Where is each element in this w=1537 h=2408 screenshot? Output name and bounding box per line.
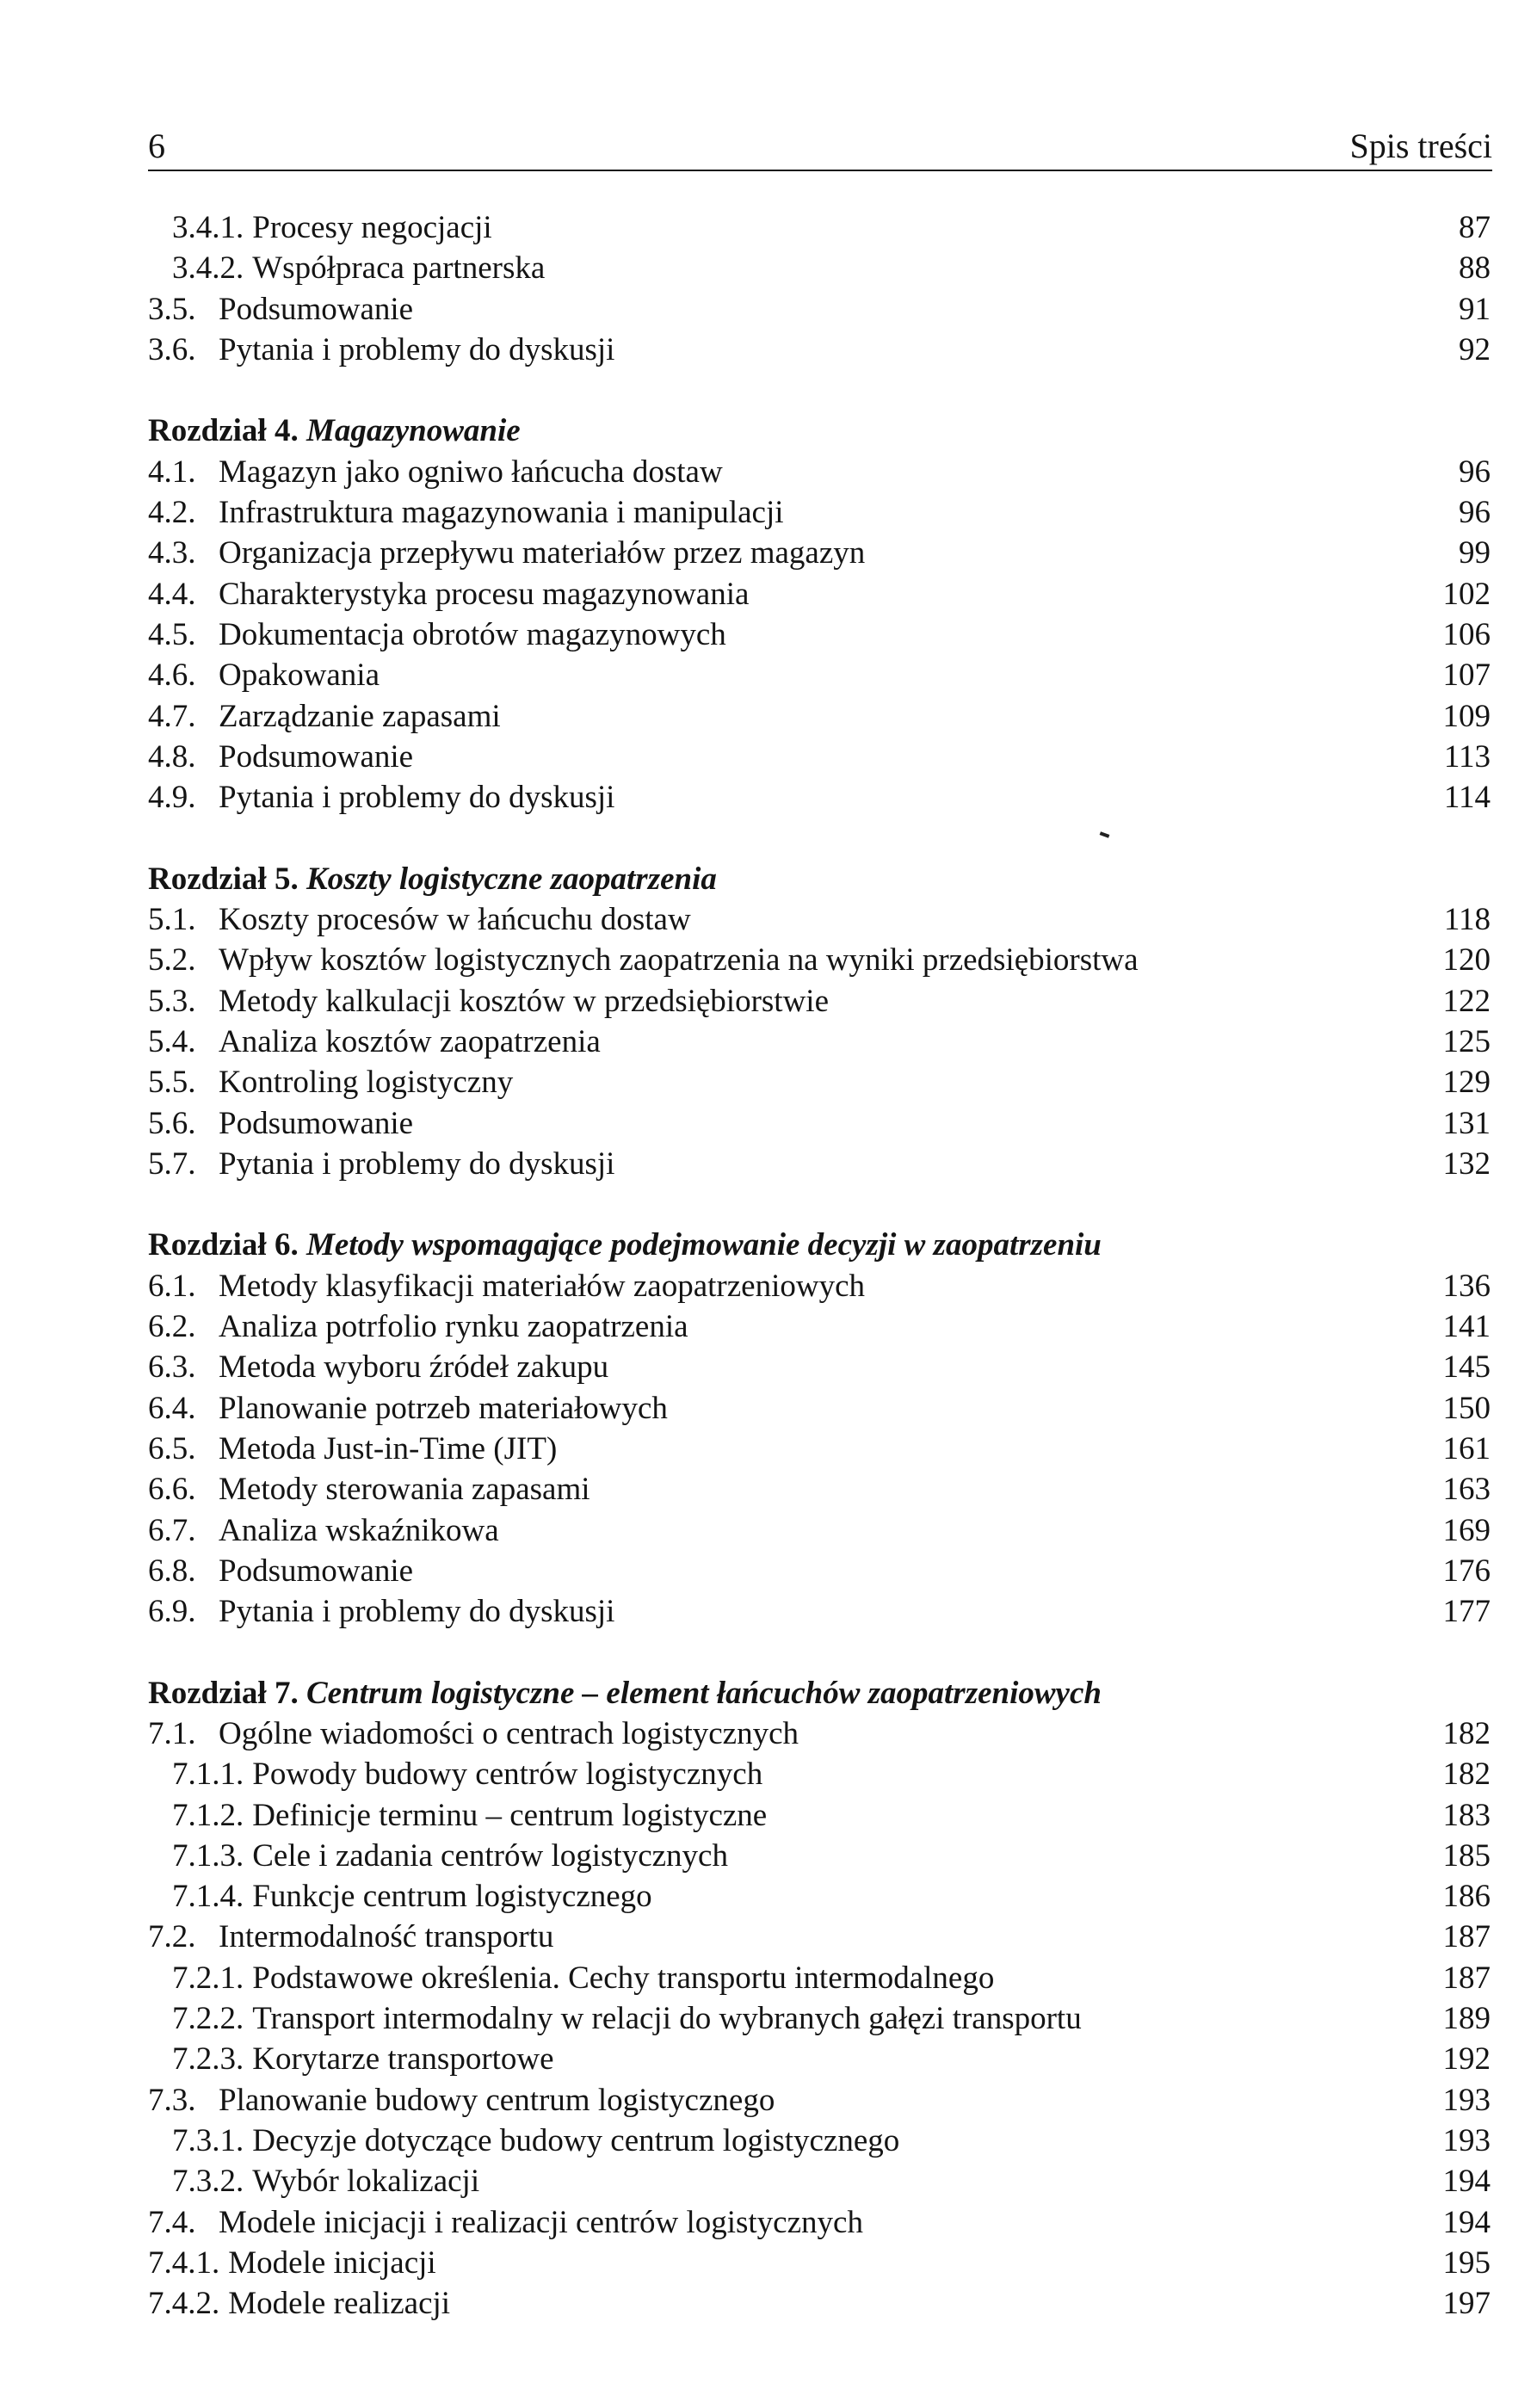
toc-entry-number: 5.3. bbox=[148, 983, 196, 1019]
toc-entry-page: 193 bbox=[1442, 2122, 1491, 2158]
toc-entry-label bbox=[148, 1144, 614, 1184]
toc-entry bbox=[148, 899, 1491, 940]
chapter-label bbox=[148, 859, 717, 899]
toc-entry-label bbox=[148, 2243, 436, 2283]
toc-entry-title: Charakterystyka procesu magazynowania bbox=[219, 576, 750, 612]
toc-entry bbox=[148, 1551, 1491, 1591]
toc-entry-title: Organizacja przepływu materiałów przez magazyn bbox=[219, 535, 866, 571]
toc-entry bbox=[148, 1795, 1491, 1836]
toc-entry bbox=[148, 1754, 1491, 1794]
toc-entry bbox=[148, 2121, 1491, 2161]
chapter-label bbox=[148, 1673, 1102, 1713]
header-rule bbox=[148, 170, 1492, 171]
toc-entry-number: 4.8. bbox=[148, 738, 196, 775]
toc-entry-page: 169 bbox=[1442, 1512, 1491, 1548]
toc-entry bbox=[148, 248, 1491, 288]
toc-entry-page: 113 bbox=[1443, 738, 1491, 775]
toc-entry bbox=[148, 696, 1491, 737]
toc-entry-title: Pytania i problemy do dyskusji bbox=[219, 780, 615, 816]
toc-entry-label bbox=[148, 1917, 553, 1957]
toc-entry-number: 4.3. bbox=[148, 535, 196, 571]
toc-entry-page: 194 bbox=[1442, 2204, 1491, 2240]
toc-entry bbox=[148, 330, 1491, 370]
toc-entry-page: 99 bbox=[1459, 535, 1491, 571]
toc-entry bbox=[148, 1998, 1491, 2039]
toc-entry-title: Podsumowanie bbox=[219, 1105, 414, 1141]
toc-entry-page: 195 bbox=[1442, 2244, 1491, 2281]
toc-entry-label bbox=[148, 1347, 608, 1387]
toc-entry-title: Cele i zadania centrów logistycznych bbox=[252, 1837, 728, 1874]
toc-entry-page: 183 bbox=[1442, 1797, 1491, 1833]
chapter-title: Centrum logistyczne – element łańcuchów zaopatrzeniowych bbox=[306, 1675, 1102, 1711]
toc-entry-title: Pytania i problemy do dyskusji bbox=[219, 1594, 615, 1630]
toc-entry-label bbox=[148, 574, 749, 614]
toc-entry-number: 7.1.2. bbox=[172, 1797, 244, 1833]
toc-entry-label bbox=[148, 452, 723, 492]
toc-entry-number: 4.7. bbox=[148, 698, 196, 734]
toc-entry-title: Podsumowanie bbox=[219, 1553, 414, 1589]
toc-entry-label bbox=[148, 737, 413, 777]
toc-entry-number: 7.3.1. bbox=[172, 2122, 244, 2158]
toc-entry bbox=[148, 1306, 1491, 1347]
toc-entry bbox=[148, 2243, 1491, 2283]
chapter-prefix: Rozdział 5. bbox=[148, 861, 299, 897]
toc-entry-number: 3.6. bbox=[148, 331, 196, 367]
toc-entry-title: Infrastruktura magazynowania i manipulacji bbox=[219, 495, 784, 531]
toc-entry-title: Dokumentacja obrotów magazynowych bbox=[219, 616, 726, 652]
toc-entry bbox=[148, 1388, 1491, 1429]
toc-entry-page: 141 bbox=[1442, 1309, 1491, 1345]
toc-entry-page: 194 bbox=[1442, 2164, 1491, 2200]
toc-entry-label bbox=[148, 289, 413, 330]
toc-entry-title: Zarządzanie zapasami bbox=[219, 698, 501, 734]
toc-entry-page: 136 bbox=[1442, 1268, 1491, 1304]
toc-entry-label bbox=[148, 1469, 590, 1510]
toc-entry-page: 145 bbox=[1442, 1349, 1491, 1386]
toc-entry bbox=[148, 492, 1491, 533]
toc-entry-number: 7.4.1. bbox=[148, 2244, 220, 2281]
toc-entry-title: Wpływ kosztów logistycznych zaopatrzenia na wyniki przedsiębiorstwa bbox=[219, 942, 1139, 979]
toc-entry-label bbox=[148, 1510, 499, 1551]
toc-entry bbox=[148, 1144, 1491, 1184]
toc-entry-page: 186 bbox=[1442, 1879, 1491, 1915]
toc-entry-page: 129 bbox=[1442, 1065, 1491, 1101]
toc-entry bbox=[148, 1958, 1491, 1998]
toc-entry-number: 4.5. bbox=[148, 616, 196, 652]
toc-entry-title: Planowanie budowy centrum logistycznego bbox=[219, 2082, 775, 2118]
toc-entry-title: Metody klasyfikacji materiałów zaopatrzeniowych bbox=[219, 1268, 866, 1304]
toc-entry-page: 91 bbox=[1459, 291, 1491, 327]
toc-entry-number: 6.7. bbox=[148, 1512, 196, 1548]
toc-entry-title: Podsumowanie bbox=[219, 291, 414, 327]
toc-entry-page: 122 bbox=[1442, 983, 1491, 1019]
toc-entry-number: 7.1.1. bbox=[172, 1757, 244, 1793]
toc-entry-page: 150 bbox=[1442, 1390, 1491, 1426]
toc-entry-page: 177 bbox=[1442, 1594, 1491, 1630]
toc-entry-number: 5.5. bbox=[148, 1065, 196, 1101]
toc-entry bbox=[148, 1347, 1491, 1387]
toc-entry-page: 187 bbox=[1442, 1960, 1491, 1996]
toc-entry-page: 102 bbox=[1442, 576, 1491, 612]
toc-entry bbox=[148, 1591, 1491, 1632]
toc-entry-title: Modele inicjacji bbox=[228, 2244, 436, 2281]
toc-entry-page: 182 bbox=[1442, 1757, 1491, 1793]
toc-entry-label bbox=[148, 1713, 799, 1754]
toc-entry-number: 6.1. bbox=[148, 1268, 196, 1304]
chapter-prefix: Rozdział 6. bbox=[148, 1227, 299, 1263]
toc-entry-label bbox=[148, 1062, 513, 1102]
toc-entry-page: 161 bbox=[1442, 1430, 1491, 1466]
toc-entry-number: 6.5. bbox=[148, 1430, 196, 1466]
toc-entry bbox=[148, 2283, 1491, 2324]
toc-entry-title: Modele realizacji bbox=[228, 2286, 451, 2322]
toc-entry-title: Planowanie potrzeb materiałowych bbox=[219, 1390, 668, 1426]
toc-entry-title: Kontroling logistyczny bbox=[219, 1065, 514, 1101]
toc-entry bbox=[148, 1469, 1491, 1510]
toc-entry-number: 6.6. bbox=[148, 1472, 196, 1508]
toc-entry-number: 7.1.4. bbox=[172, 1879, 244, 1915]
toc-entry-page: 182 bbox=[1442, 1715, 1491, 1751]
toc-entry-number: 7.4. bbox=[148, 2204, 196, 2240]
toc-entry-title: Analiza kosztów zaopatrzenia bbox=[219, 1023, 601, 1059]
toc-entry bbox=[148, 533, 1491, 573]
toc-entry-number: 4.2. bbox=[148, 495, 196, 531]
toc-entry-number: 6.4. bbox=[148, 1390, 196, 1426]
toc-entry-title: Metody kalkulacji kosztów w przedsiębiorstwie bbox=[219, 983, 829, 1019]
toc-entry bbox=[148, 2202, 1491, 2243]
toc-entry-title: Decyzje dotyczące budowy centrum logistycznego bbox=[252, 2122, 900, 2158]
toc-entry-page: 131 bbox=[1442, 1105, 1491, 1141]
chapter-title: Metody wspomagające podejmowanie decyzji w zaopatrzeniu bbox=[306, 1227, 1102, 1263]
toc-entry-page: 189 bbox=[1442, 2001, 1491, 2037]
toc-entry-label bbox=[148, 1022, 601, 1062]
toc-entry-number: 5.2. bbox=[148, 942, 196, 979]
toc-entry-label bbox=[172, 2121, 899, 2161]
toc-entry-number: 6.2. bbox=[148, 1309, 196, 1345]
toc-entry bbox=[148, 2161, 1491, 2201]
toc-entry bbox=[148, 777, 1491, 818]
toc-entry-title: Metoda wyboru źródeł zakupu bbox=[219, 1349, 609, 1386]
toc-entry-label bbox=[148, 2080, 775, 2121]
toc-entry-label bbox=[148, 1429, 557, 1469]
toc-entry-page: 107 bbox=[1442, 658, 1491, 694]
toc-entry-number: 7.1. bbox=[148, 1715, 196, 1751]
toc-entry-number: 4.4. bbox=[148, 576, 196, 612]
toc-entry-page: 88 bbox=[1459, 250, 1491, 287]
toc-entry-number: 7.3. bbox=[148, 2082, 196, 2118]
toc-entry-title: Analiza potrfolio rynku zaopatrzenia bbox=[219, 1309, 688, 1345]
toc-entry-page: 125 bbox=[1442, 1023, 1491, 1059]
toc-entry-page: 185 bbox=[1442, 1837, 1491, 1874]
toc-entry-page: 192 bbox=[1442, 2041, 1491, 2078]
toc-entry-title: Korytarze transportowe bbox=[252, 2041, 554, 2078]
toc-entry-label bbox=[148, 899, 691, 940]
toc-entry-label bbox=[148, 2283, 450, 2324]
toc-entry-page: 163 bbox=[1442, 1472, 1491, 1508]
toc-entry bbox=[148, 737, 1491, 777]
toc-entry-number: 7.4.2. bbox=[148, 2286, 220, 2322]
toc-entry-number: 6.8. bbox=[148, 1553, 196, 1589]
toc-entry-title: Podstawowe określenia. Cechy transportu intermodalnego bbox=[252, 1960, 995, 1996]
toc-entry-page: 92 bbox=[1459, 331, 1491, 367]
page-number: 6 bbox=[148, 127, 165, 165]
toc-entry-label bbox=[172, 1836, 728, 1876]
toc-entry-label bbox=[148, 940, 1139, 980]
toc-entry bbox=[148, 1022, 1491, 1062]
toc-entry-label bbox=[148, 492, 784, 533]
toc-entry bbox=[148, 452, 1491, 492]
toc-entry-page: 197 bbox=[1442, 2286, 1491, 2322]
toc-entry-label bbox=[172, 1795, 767, 1836]
chapter-prefix: Rozdział 7. bbox=[148, 1675, 299, 1711]
toc-entry-page: 120 bbox=[1442, 942, 1491, 979]
toc-entry-title: Współpraca partnerska bbox=[252, 250, 546, 287]
toc-gap bbox=[148, 1632, 1491, 1672]
toc-entry-page: 132 bbox=[1442, 1145, 1491, 1182]
toc-entry-title: Intermodalność transportu bbox=[219, 1919, 554, 1955]
toc-entry bbox=[148, 1266, 1491, 1306]
toc-entry-page: 96 bbox=[1459, 495, 1491, 531]
table-of-contents bbox=[148, 207, 1491, 2324]
toc-gap bbox=[148, 370, 1491, 411]
toc-entry-page: 114 bbox=[1443, 780, 1491, 816]
running-title: Spis treści bbox=[1349, 127, 1492, 165]
toc-entry-number: 7.3.2. bbox=[172, 2164, 244, 2200]
toc-entry-page: 109 bbox=[1442, 698, 1491, 734]
toc-entry-number: 4.1. bbox=[148, 454, 196, 490]
toc-entry-title: Metoda Just-in-Time (JIT) bbox=[219, 1430, 558, 1466]
toc-entry-label bbox=[172, 1876, 652, 1917]
toc-entry-page: 118 bbox=[1443, 902, 1491, 938]
toc-entry-number: 3.5. bbox=[148, 291, 196, 327]
toc-entry bbox=[148, 289, 1491, 330]
toc-entry bbox=[148, 1510, 1491, 1551]
toc-entry bbox=[148, 207, 1491, 248]
toc-entry bbox=[148, 981, 1491, 1022]
toc-entry-label bbox=[148, 777, 614, 818]
toc-entry-label bbox=[148, 2202, 863, 2243]
toc-entry-title: Metody sterowania zapasami bbox=[219, 1472, 590, 1508]
toc-entry-label bbox=[148, 1306, 688, 1347]
toc-entry-label bbox=[148, 330, 614, 370]
toc-gap bbox=[148, 818, 1491, 858]
toc-entry-label bbox=[148, 1103, 413, 1144]
toc-entry-page: 87 bbox=[1459, 210, 1491, 245]
toc-entry bbox=[148, 1836, 1491, 1876]
toc-entry-title: Podsumowanie bbox=[219, 738, 414, 775]
toc-entry bbox=[148, 1876, 1491, 1917]
toc-entry-number: 4.6. bbox=[148, 658, 196, 694]
chapter-title: Magazynowanie bbox=[306, 413, 521, 449]
toc-chapter-heading bbox=[148, 411, 1491, 451]
toc-entry-title: Procesy negocjacji bbox=[252, 210, 492, 245]
toc-entry-number: 5.7. bbox=[148, 1145, 196, 1182]
toc-entry-label bbox=[172, 1754, 762, 1794]
toc-entry-number: 5.6. bbox=[148, 1105, 196, 1141]
toc-entry-title: Koszty procesów w łańcuchu dostaw bbox=[219, 902, 691, 938]
toc-entry-number: 7.2. bbox=[148, 1919, 196, 1955]
toc-entry-page: 176 bbox=[1442, 1553, 1491, 1589]
toc-entry-number: 3.4.1. bbox=[172, 210, 244, 245]
page-header bbox=[148, 126, 1492, 170]
toc-entry-title: Funkcje centrum logistycznego bbox=[252, 1879, 652, 1915]
toc-entry-label bbox=[148, 533, 865, 573]
toc-entry-title: Analiza wskaźnikowa bbox=[219, 1512, 499, 1548]
toc-entry bbox=[148, 1429, 1491, 1469]
chapter-label bbox=[148, 411, 521, 451]
toc-entry-title: Wybór lokalizacji bbox=[252, 2164, 480, 2200]
toc-entry-label bbox=[172, 1958, 994, 1998]
toc-entry-number: 7.1.3. bbox=[172, 1837, 244, 1874]
toc-entry-title: Modele inicjacji i realizacji centrów logistycznych bbox=[219, 2204, 863, 2240]
toc-entry-number: 4.9. bbox=[148, 780, 196, 816]
chapter-title: Koszty logistyczne zaopatrzenia bbox=[306, 861, 717, 897]
toc-entry-number: 7.2.1. bbox=[172, 1960, 244, 1996]
toc-entry-title: Ogólne wiadomości o centrach logistycznych bbox=[219, 1715, 799, 1751]
toc-entry-label bbox=[148, 1591, 614, 1632]
toc-chapter-heading bbox=[148, 859, 1491, 899]
toc-entry-label bbox=[148, 981, 829, 1022]
toc-entry-label bbox=[172, 1998, 1082, 2039]
toc-entry-number: 6.9. bbox=[148, 1594, 196, 1630]
toc-entry-title: Powody budowy centrów logistycznych bbox=[252, 1757, 763, 1793]
toc-entry-number: 7.2.3. bbox=[172, 2041, 244, 2078]
chapter-label bbox=[148, 1225, 1102, 1265]
toc-entry bbox=[148, 1713, 1491, 1754]
toc-entry-number: 7.2.2. bbox=[172, 2001, 244, 2037]
toc-entry-label bbox=[148, 1551, 413, 1591]
toc-entry-title: Pytania i problemy do dyskusji bbox=[219, 331, 615, 367]
toc-entry bbox=[148, 940, 1491, 980]
toc-entry-title: Definicje terminu – centrum logistyczne bbox=[252, 1797, 768, 1833]
toc-entry-title: Opakowania bbox=[219, 658, 380, 694]
toc-entry-title: Pytania i problemy do dyskusji bbox=[219, 1145, 615, 1182]
toc-chapter-heading bbox=[148, 1673, 1491, 1713]
toc-entry bbox=[148, 1062, 1491, 1102]
toc-entry bbox=[148, 655, 1491, 695]
toc-entry-label bbox=[148, 1388, 668, 1429]
toc-entry-label bbox=[148, 696, 501, 737]
toc-entry-label bbox=[148, 655, 380, 695]
toc-entry-title: Magazyn jako ogniwo łańcucha dostaw bbox=[219, 454, 723, 490]
toc-entry-page: 106 bbox=[1442, 616, 1491, 652]
toc-chapter-heading bbox=[148, 1225, 1491, 1265]
toc-entry-label bbox=[148, 614, 726, 655]
toc-entry-label bbox=[148, 1266, 865, 1306]
toc-entry bbox=[148, 1917, 1491, 1957]
toc-entry-page: 96 bbox=[1459, 454, 1491, 490]
toc-gap bbox=[148, 1184, 1491, 1225]
toc-entry bbox=[148, 2080, 1491, 2121]
chapter-prefix: Rozdział 4. bbox=[148, 413, 299, 449]
toc-entry bbox=[148, 2039, 1491, 2079]
toc-entry-label bbox=[172, 2161, 479, 2201]
toc-entry-label bbox=[172, 248, 545, 288]
toc-entry-title: Transport intermodalny w relacji do wybranych gałęzi transportu bbox=[252, 2001, 1082, 2037]
toc-entry-number: 6.3. bbox=[148, 1349, 196, 1386]
toc-entry-page: 193 bbox=[1442, 2082, 1491, 2118]
toc-entry-number: 5.1. bbox=[148, 902, 196, 938]
toc-entry-label bbox=[172, 2039, 554, 2079]
toc-entry bbox=[148, 614, 1491, 655]
toc-entry-number: 3.4.2. bbox=[172, 250, 244, 287]
toc-entry-number: 5.4. bbox=[148, 1023, 196, 1059]
toc-entry-page: 187 bbox=[1442, 1919, 1491, 1955]
toc-entry bbox=[148, 1103, 1491, 1144]
toc-entry-label bbox=[172, 207, 492, 248]
toc-entry bbox=[148, 574, 1491, 614]
